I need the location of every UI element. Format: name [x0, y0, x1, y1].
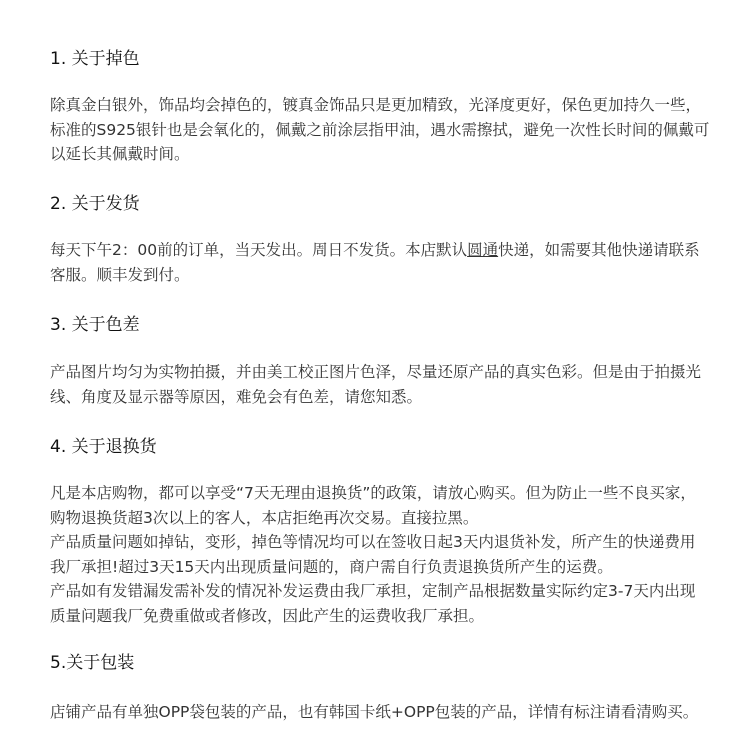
shipping-text-after: 快递，如需要其他快递请联系客服。顺丰发到付。 — [50, 241, 700, 284]
section-body-returns — [50, 481, 710, 628]
section-title-returns: 4. 关于退换货 — [50, 437, 157, 457]
section-title-shipping: 2. 关于发货 — [50, 194, 140, 214]
color-difference-paragraph: 产品图片均匀为实物拍摄，并由美工校正图片色泽，尽量还原产品的真实色彩。但是由于拍摄光线、角度及显示器等原因，难免会有色差，请您知悉。 — [50, 363, 702, 406]
returns-paragraph-quality: 产品质量问题如掉钻，变形，掉色等情况均可以在签收日起3天内退货补发，所产生的快递费用我厂承担!超过3天15天内出现质量问题的，商户需自行负责退换货所产生的运费。 — [50, 533, 696, 576]
section-title-fading: 1. 关于掉色 — [50, 49, 140, 69]
packaging-paragraph: 店铺产品有单独OPP袋包装的产品，也有韩国卡纸+OPP包装的产品，详情有标注请看清购买。 — [50, 703, 699, 721]
fading-paragraph: 除真金白银外，饰品均会掉色的，镀真金饰品只是更加精致，光泽度更好，保色更加持久一些，标准的S925银针也是会氧化的，佩戴之前涂层指甲油，遇水需擦拭，避免一次性长时间的佩戴可以延长其佩戴时间。 — [50, 96, 710, 163]
section-title-packaging: 5.关于包装 — [50, 653, 135, 673]
section-body-shipping — [50, 238, 710, 287]
section-title-color-difference: 3. 关于色差 — [50, 315, 140, 335]
shipping-text-before: 每天下午2：00前的订单，当天发出。周日不发货。本店默认 — [50, 241, 468, 259]
section-body-color-difference — [50, 360, 710, 409]
shipping-paragraph — [50, 238, 710, 287]
section-body-packaging — [50, 700, 710, 725]
returns-paragraph-missending: 产品如有发错漏发需补发的情况补发运费由我厂承担，定制产品根据数量实际约定3-7天内出现质量问题我厂免费重做或者修改，因此产生的运费收我厂承担。 — [50, 582, 696, 625]
returns-paragraph-policy: 凡是本店购物，都可以享受“7天无理由退换货”的政策，请放心购买。但为防止一些不良买家，购物退换货超3次以上的客人，本店拒绝再次交易。直接拉黑。 — [50, 484, 696, 527]
shipping-courier-name: 圆通 — [467, 241, 499, 259]
section-body-fading — [50, 93, 710, 167]
